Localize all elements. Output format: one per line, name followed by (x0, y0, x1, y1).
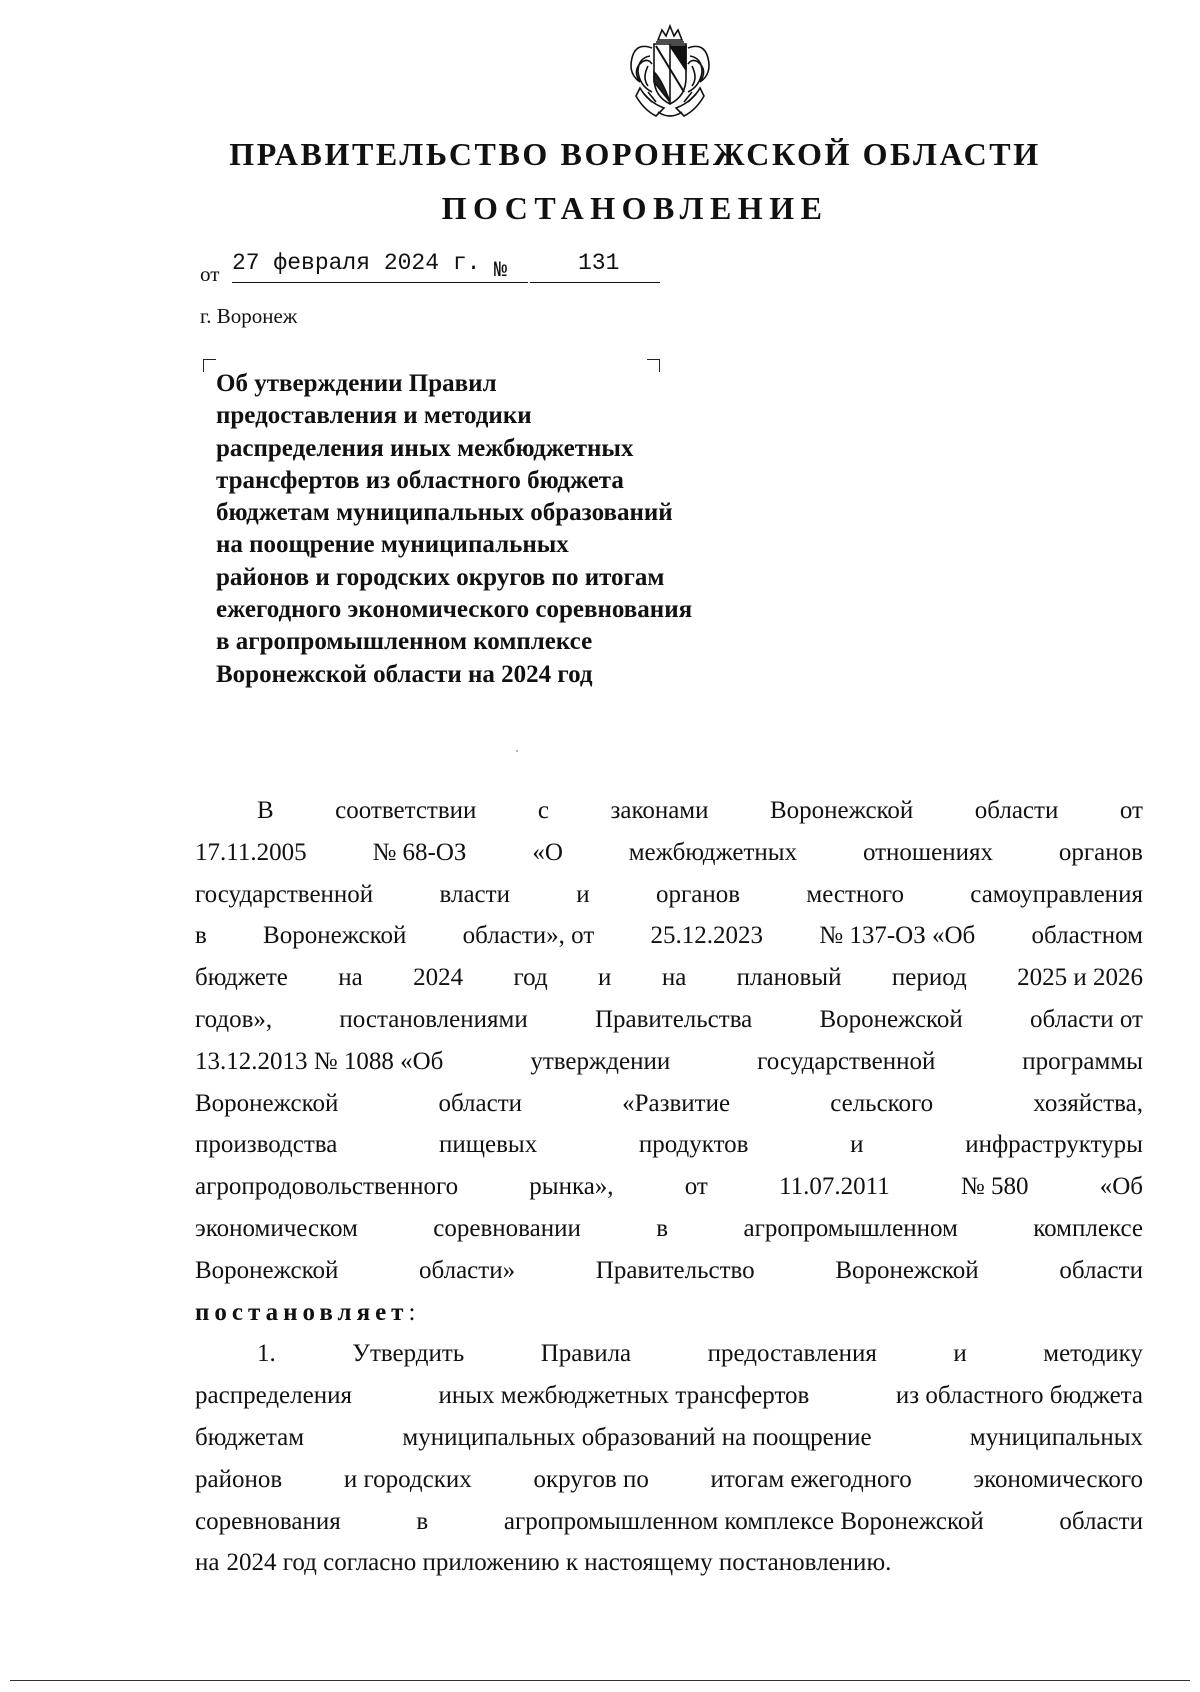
body-line (195, 1417, 1143, 1459)
word: Воронежской (769, 797, 914, 824)
word: экономического (973, 1465, 1143, 1493)
body-line (195, 1166, 1143, 1208)
word: на (338, 964, 363, 992)
word: в (195, 922, 207, 950)
page-bottom-rule (10, 1680, 1190, 1681)
word: муниципальных образований на поощрение (402, 1423, 872, 1451)
subject-line: распределения иных межбюджетных (216, 434, 634, 462)
body-line (195, 999, 1143, 1041)
word: отношениях (862, 838, 994, 866)
word: из областного бюджета (895, 1382, 1143, 1410)
word: рынка», (529, 1173, 614, 1201)
word: 17.11.2005 (195, 838, 307, 866)
word: В (257, 797, 274, 824)
word: соревнования (195, 1507, 341, 1535)
word: иных межбюджетных трансфертов (438, 1382, 810, 1410)
word: 2024 год согласно приложению к настоящему постановлению. (226, 1549, 892, 1577)
word: 25.12.2023 (650, 922, 764, 950)
word: области (1059, 1507, 1143, 1535)
word: агропромышленном комплексе Воронежской (503, 1507, 984, 1535)
word: продуктов (638, 1131, 749, 1159)
word: программы (1022, 1047, 1143, 1075)
word: методику (1043, 1340, 1143, 1368)
word: «О (532, 838, 563, 866)
word: «Об (1099, 1173, 1143, 1201)
document-type: ПОСТАНОВЛЕНИЕ (441, 190, 829, 226)
subject-line: трансфертов из областного бюджета (216, 466, 624, 494)
body-line (195, 1501, 1143, 1543)
word: государственной (757, 1047, 936, 1075)
subject-line: в агропромышленном комплексе (216, 628, 593, 656)
subject-line: Воронежской области на 2024 год (216, 660, 593, 688)
body-line (195, 1083, 1143, 1125)
word: межбюджетных (628, 838, 798, 866)
document-date: 27 февраля 2024 г. (232, 250, 481, 276)
organization-title: ПРАВИТЕЛЬСТВО ВОРОНЕЖСКОЙ ОБЛАСТИ (229, 136, 1041, 172)
word: итогам ежегодного (710, 1465, 912, 1493)
resolves-word: постановляет (195, 1298, 409, 1326)
word: пищевых (439, 1131, 538, 1159)
document-number: 131 (578, 250, 620, 276)
word: период (891, 964, 967, 992)
word: и (598, 964, 612, 992)
date-prefix: от (200, 262, 220, 286)
word: области» (419, 1256, 516, 1284)
subject-line: районов и городских округов по итогам (216, 563, 665, 591)
word: комплексе (1033, 1214, 1143, 1242)
body-line (195, 915, 1143, 957)
word: Утвердить (352, 1340, 465, 1368)
word: соревновании (433, 1214, 581, 1242)
word: 2025 и 2026 (1017, 964, 1143, 992)
word: год (513, 964, 548, 992)
resolves-line (195, 1292, 1143, 1334)
word: агропродовольственного (195, 1173, 459, 1201)
word: государственной (195, 880, 374, 908)
subject-line: бюджетам муниципальных образований (216, 499, 673, 527)
number-underline (530, 282, 660, 283)
word: области», от (462, 922, 595, 950)
word: области (1059, 1256, 1143, 1284)
word: бюджетам (195, 1423, 305, 1451)
word: в (416, 1507, 429, 1535)
word: Воронежской (263, 922, 407, 950)
word: годов», (195, 1005, 273, 1033)
word: постановлениями (339, 1005, 528, 1033)
word: Правительства (594, 1005, 753, 1033)
body-line (195, 1041, 1143, 1083)
subject-line: на поощрение муниципальных (216, 531, 569, 559)
word: Воронежской (195, 1089, 339, 1117)
body-line (195, 832, 1143, 874)
coat-of-arms-icon (618, 22, 722, 124)
number-sign: № (494, 258, 508, 283)
word: сельского (830, 1089, 934, 1117)
word: и (576, 880, 590, 908)
body-line (195, 1459, 1143, 1501)
subject-line: предоставления и методики (216, 402, 532, 430)
word: муниципальных (969, 1423, 1143, 1451)
word: на (661, 964, 687, 992)
word: от (684, 1173, 708, 1201)
word: законами (610, 797, 709, 824)
word: и (850, 1131, 864, 1159)
document-body (195, 790, 1143, 1584)
word: производства (195, 1131, 338, 1159)
word: Воронежской (819, 1005, 963, 1033)
word: местного (806, 880, 904, 908)
word: инфраструктуры (965, 1131, 1143, 1159)
word: области (974, 797, 1059, 824)
word: в (656, 1214, 669, 1242)
word: власти (439, 880, 510, 908)
body-line (195, 1208, 1143, 1250)
subject-corner-left (203, 359, 216, 372)
word: Воронежской (835, 1256, 979, 1284)
word: плановый (736, 964, 842, 992)
word: областном (1031, 922, 1143, 950)
word: округов по (533, 1465, 649, 1493)
document-subject (216, 368, 776, 691)
word: экономическом (195, 1214, 358, 1242)
word: Правительство (595, 1256, 755, 1284)
word: агропромышленном (743, 1214, 958, 1242)
word: органов (1058, 838, 1143, 866)
word: 2024 (413, 964, 464, 992)
word: распределения (195, 1382, 352, 1410)
word: № 68-ОЗ (372, 838, 467, 866)
city: г. Воронеж (200, 304, 298, 328)
word: хозяйства, (1033, 1089, 1143, 1117)
body-line (195, 1124, 1143, 1166)
word: органов (656, 880, 741, 908)
body-line (195, 1375, 1143, 1417)
date-number-line (200, 252, 670, 286)
word: «Развитие (622, 1089, 731, 1117)
word: предоставления (707, 1340, 877, 1368)
body-line (195, 957, 1143, 999)
word: 1. (257, 1340, 276, 1368)
subject-line: ежегодного экономического соревнования (216, 596, 693, 624)
body-line (195, 790, 1143, 832)
body-line (195, 1250, 1143, 1292)
word: и городских (343, 1465, 472, 1493)
word: от (1119, 797, 1143, 824)
body-line (195, 1333, 1143, 1375)
word: 13.12.2013 № 1088 «Об (195, 1047, 444, 1075)
word: 11.07.2011 (779, 1173, 890, 1201)
word: Воронежской (195, 1256, 339, 1284)
word: Правила (540, 1340, 632, 1368)
body-last-line (195, 1542, 1143, 1584)
word: и (953, 1340, 967, 1368)
word: самоуправления (970, 880, 1143, 908)
body-line (195, 874, 1143, 916)
date-underline (232, 282, 528, 283)
word: утверждении (530, 1047, 671, 1075)
word: на (195, 1549, 220, 1577)
word: № 137-ОЗ «Об (819, 922, 976, 950)
word: № 580 (960, 1173, 1029, 1201)
resolves-colon: : (408, 1298, 416, 1326)
subject-line: Об утверждении Правил (216, 370, 497, 397)
word: бюджете (195, 964, 288, 992)
word: соответствии (335, 797, 477, 824)
word: области (438, 1089, 523, 1117)
word: районов (195, 1465, 283, 1493)
word: области от (1030, 1005, 1143, 1033)
word: с (537, 797, 549, 824)
scan-speck (516, 750, 518, 752)
